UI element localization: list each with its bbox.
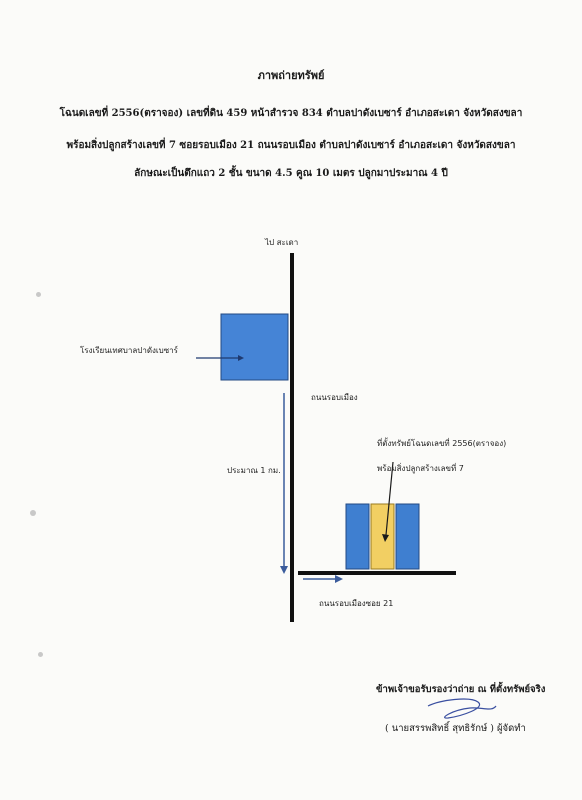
neighbor-building-right — [396, 504, 419, 569]
main-road-label: ถนนรอบเมือง — [311, 393, 358, 402]
school-building — [221, 314, 288, 380]
neighbor-building-left — [346, 504, 369, 569]
property-label-line2: พร้อมสิ่งปลูกสร้างเลขที่ 7 — [377, 464, 464, 473]
scan-speck — [38, 652, 43, 657]
to-sadao-label: ไป สะเดา — [265, 238, 299, 247]
soi-arrow-head — [335, 575, 343, 583]
signer-name: ( นายสรรพสิทธิ์ สุทธิรักษ์ ) ผู้จัดทำ — [385, 723, 526, 734]
deed-info-line: โฉนดเลขที่ 2556(ตราจอง) เลขที่ดิน 459 หน้าสำรวจ 834 ตำบลปาดังเบซาร์ อำเภอสะเดา จังหวัดสงขลา — [59, 108, 523, 119]
distance-label: ประมาณ 1 กม. — [227, 466, 281, 475]
building-info-line: พร้อมสิ่งปลูกสร้างเลขที่ 7 ซอยรอบเมือง 21 ถนนรอบเมือง ตำบลปาดังเบซาร์ อำเภอสะเดา จังหวัดสงขลา — [66, 140, 516, 151]
property-label-line1: ที่ตั้งทรัพย์โฉนดเลขที่ 2556(ตราจอง) — [377, 439, 507, 448]
distance-arrow-head — [280, 566, 288, 574]
certification-statement: ข้าพเจ้าขอรับรองว่าถ่าย ณ ที่ตั้งทรัพย์จริง — [376, 684, 546, 695]
scan-speck — [36, 292, 41, 297]
school-label: โรงเรียนเทศบาลปาดังเบซาร์ — [80, 346, 178, 355]
soi-road-label: ถนนรอบเมืองซอย 21 — [319, 599, 394, 608]
property-building — [371, 504, 394, 569]
scan-speck — [30, 510, 36, 516]
building-description-line: ลักษณะเป็นตึกแถว 2 ชั้น ขนาด 4.5 คูณ 10 เมตร ปลูกมาประมาณ 4 ปี — [134, 168, 448, 179]
signature-mark — [428, 699, 496, 718]
document-title: ภาพถ่ายทรัพย์ — [257, 69, 325, 82]
